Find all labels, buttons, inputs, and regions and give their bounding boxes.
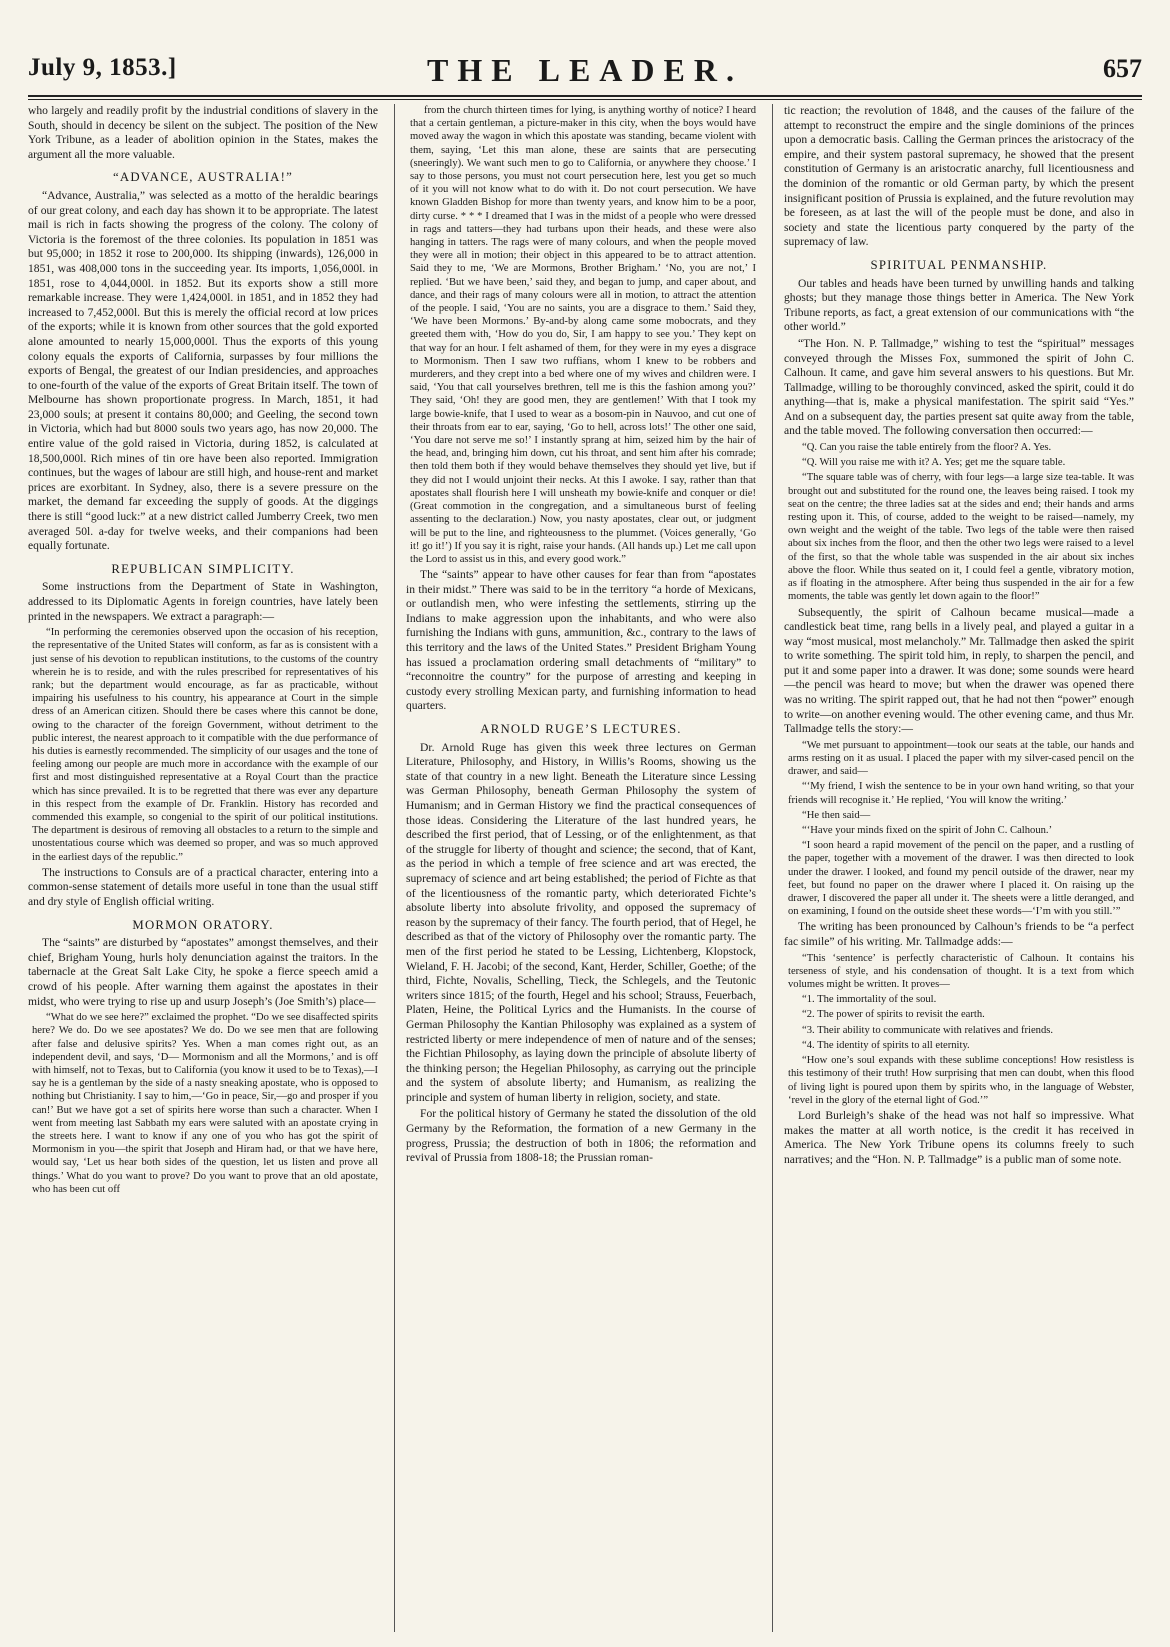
quoted-paragraph: “He then said— [802,809,871,821]
paragraph: Some instructions from the Department of State in Washington, addressed to its Diplomatic Agents in foreign countries, have lately been printed in the newspapers. We extract a paragraph:— [28,580,378,623]
column-divider [772,104,773,1632]
quoted-paragraph: “I soon heard a rapid movement of the pencil on the paper, and a rustling of the paper, together with a movement of the drawer. I was then directed to look under the drawer. I looked, and found my pencil outside of the drawer, near my feet, but found no paper on the drawer where I placed it. On raising up the drawer, I discovered the paper all under it. The sheets were a little deranged, and on examining, I found on the outside sheet these words—‘I’m with you still.’” [788,840,1134,918]
column-1 [28,104,378,1634]
column-divider [394,104,395,1632]
paragraph: Subsequently, the spirit of Calhoun became musical—made a candlestick beat time, rang bells in a lively peal, and played a guitar in a way “most musical, most melancholy.” Mr. Tallmadge then asked the spirit to write something. The spirit told him, in reply, to sharpen the pencil, and put it and some paper into a drawer. It was done; some sounds were heard—the pencil was heard to move; but when the drawer was opened there was no writing. The spirit rapped out, that he had not then “power” enough to write—on another evening would. The other evening came, and thus Mr. Tallmadge tells the story:— [784,605,1134,736]
masthead-rule-thin [28,99,1142,100]
page-number: 657 [1103,54,1142,83]
paragraph: who largely and readily profit by the industrial conditions of slavery in the South, should in decency be silent on the subject. The position of the New York Tribune, as a leader of abolition opinion in the States, makes the argument all the more valuable. [28,104,378,161]
column-3 [784,104,1134,1634]
paragraph: “Advance, Australia,” was selected as a motto of the heraldic bearings of our great colony, and each day has shown it to be appropriate. The latest mail is rich in facts showing the progress of the colony. The colony of Victoria is the foremost of the three colonies. Its population in 1851 was but 95,000; in 1852 it rose to 200,000. Its shipping (inwards), 126,000 in 1851, was 408,000 tons in the succeeding year. Its imports, 1,056,000l. in 1851, rose to 4,044,000l. in 1852. But its exports show a still more remarkable increase. They were 1,424,000l. in 1851, and in 1852 they had increased to 7,452,000l. But this is merely the official record at low prices of the exports; while it is known from other sources that the gold exported alone amounted to nearly 15,000,000l. Thus the exports of this young colony equals the exports of California, surpasses by four millions the exports of Bengal, the greatest of our Indian presidencies, and approaches to one-fourth of the value of the exports of Great Britain itself. The town of Melbourne has shown proportionate progress. In March, 1851, it had 23,000 souls; at present it contains 80,000; and Geeling, the second town in Victoria, which had but 8000 souls two years ago, has now 20,000. The entire value of the gold raised in Victoria, during 1852, is calculated at 18,500,000l. Rich mines of tin ore have been also reported. Immigration continues, but the wages of labour are still high, and house-rent and market prices are exorbitant. In Sydney, also, there is a severe pressure on the market, the demand far exceeding the supply of goods. At the diggings there is still “good luck:” at a new district called Jumberry Creek, two men averaged 50l. a-day for twelve weeks, and their companions had been equally fortunate. [28,188,378,553]
quoted-paragraph: “We met pursuant to appointment—took our seats at the table, our hands and arms resting on it as usual. I placed the paper with my silver-cased pencil on the drawer, and said— [788,739,1134,778]
article-heading: “ADVANCE, AUSTRALIA!” [113,170,293,185]
paragraph: The writing has been pronounced by Calhoun’s friends to be “a perfect fac simile” of his writing. Mr. Tallmadge adds:— [784,920,1134,949]
quoted-paragraph: “3. Their ability to communicate with relatives and friends. [802,1024,1054,1036]
paragraph: Dr. Arnold Ruge has given this week three lectures on German Literature, Philosophy, and History, in Willis’s Rooms, showing us the state of that country in a new light. Beneath the Literature since Lessing was German Philosophy, beneath German Philosophy the system of Humanism; and in German History we find the practical consequences of those ideas. Considering the Literature of the last hundred years, he described the first period, that of Lessing, or of the enlightenment, as that of the struggle for liberty of thought and science; the second, that of Kant, as the period in which a temple of free science and art was erected, the supremacy of science and art being established; the period of Fichte as that of the licentiousness of the romantic party, which deteriorated Fichte’s absolute liberty into absolute frivolity, and opposed the supremacy of reason by the supremacy of their fancy. The fourth period, that of Hegel, he described as that of the victory of Philosophy over the romantic party. The men of the first period he stated to be Lessing, Lichtenberg, Klopstock, Wieland, F. H. Jacobi; of the second, Kant, Herder, Schiller, Goethe; of the third, Fichte, Novalis, Schelling, Tieck, the Schlegels, and the Teutonic writers since 1815; of the fourth, Hegel and his school; Strauss, Feuerbach, Platen, Heine, the Political Lyrics and the Humanists. In the course of German Philosophy the Kantian Philosophy was explained as a system of restricted liberty or mere independence of men of nature and of the senses; the Fichtian Philosophy, as laying down the principle of absolute liberty of the thinking person; the Hegelian Philosophy, as carrying out the principle and the system of absolute liberty; and Humanism, as realizing the principle and system of human liberty in religion, society, and state. [406,740,756,1104]
quoted-paragraph: “Q. Will you raise me with it? A. Yes; get me the square table. [802,457,1066,469]
quoted-paragraph: “This ‘sentence’ is perfectly characteristic of Calhoun. It contains his terseness of style, and his condensation of thought. It is a text from which volumes might be written. It proves— [788,952,1134,991]
quoted-paragraph: from the church thirteen times for lying, is anything worthy of notice? I heard that a certain gentleman, a picture-maker in this city, when the boys would have moved away the wagon in which this apostate was standing, became violent with them, saying, ‘Let this man alone, these are saints that are persecuting (sneeringly). We want such men to go to California, or anywhere they choose.’ I say to those persons, you must not court persecution here, lest you get so much of it you will not know what to do with it. Do not court persecution. We have known Gladden Bishop for more than twenty years, and know him to be a poor, dirty curse. * * * I dreamed that I was in the midst of a people who were dressed in rags and tatters—they had turbans upon their heads, and these were also hanging in tatters. The rags were of many colours, and when the people moved they were all in motion; their object in this appeared to be to attract attention. Said they to me, ‘We are Mormons, Brother Brigham.’ ‘No, you are not,’ I replied. ‘But we have been,’ said they, and began to jump, and caper about, and dance, and their rags of many colours were all in motion, to attract the attention of the people. I said, ‘You are no saints, you are a disgrace to them.’ Said they, ‘We have been Mormons.’ By-and-by along came some mobocrats, and they greeted them with, ‘How do you do, Sir, I am happy to see you.’ They kept on that way for an hour. I felt ashamed of them, for they were in my eyes a disgrace to Mormonism. Then I saw two ruffians, whom I knew to be robbers and murderers, and they crept into a bed where one of my wives and children were. I said, ‘You that call yourselves brethren, tell me is this the fashion among you?’ They said, ‘Oh! they are good men, they are gentlemen!’ With that I took my large bowie-knife, that I used to wear as a bosom-pin in Nauvoo, and cut one of their throats from ear to ear, saying, ‘Go to hell, across lots!’ The other one said, ‘You dare not serve me so!’ I instantly sprang at him, seized him by the hair of the head, and, bringing him down, cut his throat, and sent him after his comrade; then told them both if they would behave themselves they should yet live, but if they did not I would unjoint their necks. At this I awoke. I say, rather than that apostates shall flourish here I will unsheath my bowie-knife and conquer or die! (Great commotion in the congregation, and a simultaneous burst of feeling assenting to the declaration.) Now, you nasty apostates, clear out, or judgment will be put to the line, and righteousness to the plummet. (Voices generally, ‘Go it! go it!’) If you say it is right, raise your hands. (All hands up.) Let me call upon the Lord to assist us in this, and every good work.” [410,105,756,565]
quoted-paragraph: “2. The power of spirits to revisit the earth. [802,1009,985,1021]
masthead-rule [28,95,1142,97]
quoted-paragraph: “4. The identity of spirits to all eternity. [802,1039,970,1051]
quoted-paragraph: “‘Have your minds fixed on the spirit of John C. Calhoun.’ [802,825,1053,837]
quoted-paragraph: “The square table was of cherry, with four legs—a large size tea-table. It was brought out and substituted for the round one, the leaves being raised. I took my seat on the centre; the three ladies sat at the sides and end; their hands and arms resting upon it. This, of course, added to the weight to be raised—namely, my own weight and the weight of the table. Two legs of the table were then raised about six inches from the floor, and then the other two legs were raised to a level of the first, so that the whole table was suspended in the air about six inches above the floor. While thus seated on it, I could feel a gentle, vibratory motion, as if floating in the atmosphere. After being thus suspended in the air for a few moments, the table was gently let down again to the floor!” [788,472,1134,603]
paragraph: “The Hon. N. P. Tallmadge,” wishing to test the “spiritual” messages conveyed through the Misses Fox, summoned the spirit of John C. Calhoun. It came, and gave him several answers to his questions. But Mr. Tallmadge, willing to be thoroughly convinced, asked the spirit, could it do anything—that is, make a physical manifestation. The spirit said “Yes.” And on a subsequent day, the parties present sat quite away from the table, and the table moved. The following conversation then occurred:— [784,336,1134,438]
newspaper-title: THE LEADER. [427,52,743,88]
quoted-paragraph: “In performing the ceremonies observed upon the occasion of his reception, the representative of the United States will conform, as far as is consistent with a just sense of his devotion to republican institutions, to the customs of the country wherein he is to reside, and with the rules prescribed for representatives of his rank; but the department would encourage, as far as practicable, without impairing his usefulness to his country, his appearance at Court in the simple dress of an American citizen. Should there be cases where this cannot be done, owing to the character of the foreign Government, without detriment to the public interest, the nearest approach to it compatible with the due performance of his duties is earnestly recommended. The simplicity of our usages and the tone of feeling among our people are much more in accordance with the example of our first and most distinguished representative at a Royal Court than the practice which has since prevailed. It is to be regretted that there was ever any departure in this respect from the example of Dr. Franklin. History has recorded and commended this example, so congenial to the spirit of our political institutions. The department is desirous of removing all obstacles to a return to the simple and unostentatious course which was deemed so proper, and was so much approved in the earliest days of the republic.” [32,627,378,863]
paragraph: The “saints” appear to have other causes for fear than from “apostates in their midst.” There was said to be in the territory “a horde of Mexicans, or outlandish men, who were infesting the settlements, stirring up the Indians to make aggression upon the inhabitants, and who were also furnishing the Indians with guns, ammunition, &c., contrary to the laws of this territory and the laws of the United States.” President Brigham Young has issued a proclamation ordering small detachments of “military” to “reconnoitre the country” for the purpose of arresting and keeping in custody every strolling Mexican party, and furnishing information to head quarters. [406,568,756,713]
paragraph: The instructions to Consuls are of a practical character, entering into a common-sense statement of details more useful in tone than the usual stiff and dry style of English official writing. [28,865,378,909]
issue-date: July 9, 1853.] [28,54,177,81]
article-heading: ARNOLD RUGE’S LECTURES. [480,722,682,737]
quoted-paragraph: “Q. Can you raise the table entirely from the floor? A. Yes. [802,442,1052,454]
column-2 [406,104,756,1634]
paragraph: For the political history of Germany he stated the dissolution of the old Germany by the Reformation, the formation of a new Germany in the progress, Prussia; the destruction of both in 1806; the reformation and revival of Prussia from 1808-18; the Prussian roman- [406,1107,756,1165]
paragraph: tic reaction; the revolution of 1848, and the causes of the failure of the attempt to reconstruct the empire and the single dominions of the princes upon a democratic basis. Calling the German princes the aristocracy of the empire, and their system pastoral supremacy, he showed that the present constitution of Germany is an aristocratic anarchy, full licentiousness and the dominion of the romantic or old German party, by which the present insignificant position of Prussia is explained, and the future revolution may be foreseen, as at last the will of the people must be done, and also in society and state the licentious party conquered by the party of the supremacy of law. [784,104,1134,249]
paragraph: Our tables and heads have been turned by unwilling hands and talking ghosts; but they manage those things better in America. The New York Tribune reports, as fact, a great extension of our communications with “the other world.” [784,276,1134,334]
article-heading: REPUBLICAN SIMPLICITY. [111,561,295,576]
quoted-paragraph: “‘My friend, I wish the sentence to be in your own hand writing, so that your friends will recognise it.’ He replied, ‘You will know the writing.’ [788,781,1134,806]
quoted-paragraph: “What do we see here?” exclaimed the prophet. “Do we see disaffected spirits here? We do. Do we see apostates? We do. Do we see men that are following after false and delusive spirits? Yes. When a man comes right out, as an independent devil, and says, ‘D— Mormonism and all the Mormons,’ and is off with himself, not to Texas, but to California (you know it used to be to Texas),—I say he is a gentleman by the side of a nasty sneaking apostate, who is opposed to nothing but Christianity. I say to him,—‘Go in peace, Sir,—go and prosper if you can!’ But we have got a set of spirits here worse than such a character. When I went from meeting last Sabbath my ears were saluted with an apostate crying in the streets here. I want to know if any one of you who has got the spirit of Mormonism in you—the spirit that Joseph and Hiram had, or that we have here, would say, ‘Let us hear both sides of the question, let us listen and prove all things.’ What do you want to prove? Do you want to prove that an old apostate, who has been cut off [32,1012,378,1195]
article-heading: MORMON ORATORY. [132,917,274,932]
paragraph: The “saints” are disturbed by “apostates” amongst themselves, and their chief, Brigham Young, hurls holy denunciation against the traitors. In the tabernacle at the Great Salt Lake City, he spoke a fierce speech amid a crowd of his people. After warning them against the apostates in their midst, who were trying to rise up and usurp Joseph’s (Joe Smith’s) place— [28,936,378,1008]
quoted-paragraph: “How one’s soul expands with these sublime conceptions! How resistless is this testimony of their truth! How surprising that men can doubt, when this flood of living light is poured upon them by spirits who, in the language of Webster, ‘revel in the glory of the eternal light of God.’” [788,1055,1134,1106]
paragraph: Lord Burleigh’s shake of the head was not half so impressive. What makes the matter at all worth notice, is the credit it has received in America. The New York Tribune opens its columns freely to such narratives; and the “Hon. N. P. Tallmadge” is a public man of some note. [784,1108,1134,1166]
article-heading: SPIRITUAL PENMANSHIP. [870,257,1048,272]
quoted-paragraph: “1. The immortality of the soul. [802,994,937,1006]
masthead [28,48,1142,92]
